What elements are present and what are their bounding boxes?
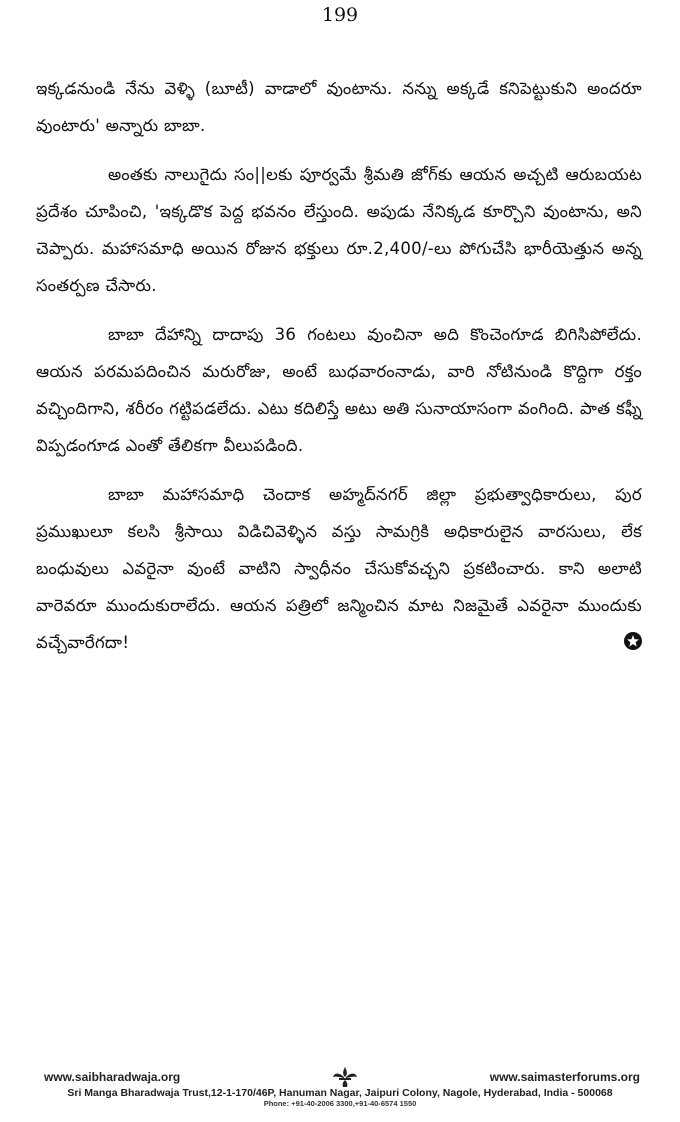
page-number: 199 [321,4,359,26]
paragraph-4 [36,476,642,661]
last-paragraph-wrapper [36,476,642,661]
paragraph-4-text: బాబా మహాసమాధి చెందాక అహ్మద్‌నగర్ జిల్లా ప్రభుత్వాధికారులు, పుర ప్రముఖులూ కలసి శ్రీసాయి విడిచివెళ్ళిన వస్తు సామగ్రికి అధికారులైన వారసులు, లేక బంధువులు ఎవరైనా వుంటే వాటిని స్వాధీనం చేసుకోవచ్చని ప్రకటించారు. కాని అలాటి వారెవరూ ముందుకురాలేదు. ఆయన పత్రిలో జన్మించిన మాట నిజమైతే ఎవరైనా ముందుకు వచ్చేవారేగదా! [36,485,642,652]
star-in-circle-icon [624,632,642,650]
footer-address: Sri Manga Bharadwaja Trust,12-1-170/46P, Hanuman Nagar, Jaipuri Colony, Nagole, Hyderabad, India - 500068 [67,1087,613,1099]
footer-phone: Phone: +91-40-2006 3300,+91-40-6574 1550 [263,1099,417,1108]
footer-links-row [34,1070,646,1086]
paragraph-2: అంతకు నాలుగైదు సం||లకు పూర్వమే శ్రీమతి జోగ్‌కు ఆయన అచ్చటి ఆరుబయట ప్రదేశం చూపించి, 'ఇక్కడొక పెద్ద భవనం లేస్తుంది. అపుడు నేనిక్కడ కూర్చొని వుంటాను, అని చెప్పారు. మహాసమాధి అయిన రోజున భక్తులు రూ.2,400/-లు పోగుచేసి భారీయెత్తున అన్న సంతర్పణ చేసారు. [36,165,642,295]
paragraph-3: బాబా దేహాన్ని దాదాపు 36 గంటలు వుంచినా అది కొంచెంగూడ బిగిసిపోలేదు. ఆయన పరమపదించిన మరురోజు, అంటే బుధవారంనాడు, వారి నోటినుండి కొద్దిగా రక్తం వచ్చిందిగాని, శరీరం గట్టిపడలేదు. ఎటు కదిలిస్తే అటు అతి సునాయాసంగా వంగింది. పాత కఫ్నీ విప్పడంగూడ ఎంతో తేలికగా వీలుపడింది. [36,325,642,455]
paragraph-1: ఇక్కడనుండి నేను వెళ్ళి (బూటీ) వాడాలో వుంటాను. నన్ను అక్కడే కనిపెట్టుకుని అందరూ వుంటారు' అన్నారు బాబా. [36,79,642,135]
footer-left-url[interactable]: www.saibharadwaja.org [44,1070,181,1084]
fleur-ornament-icon [330,1066,360,1088]
body-text [36,70,642,669]
footer-right-url[interactable]: www.saimasterforums.org [489,1070,640,1084]
footer [34,1070,646,1108]
